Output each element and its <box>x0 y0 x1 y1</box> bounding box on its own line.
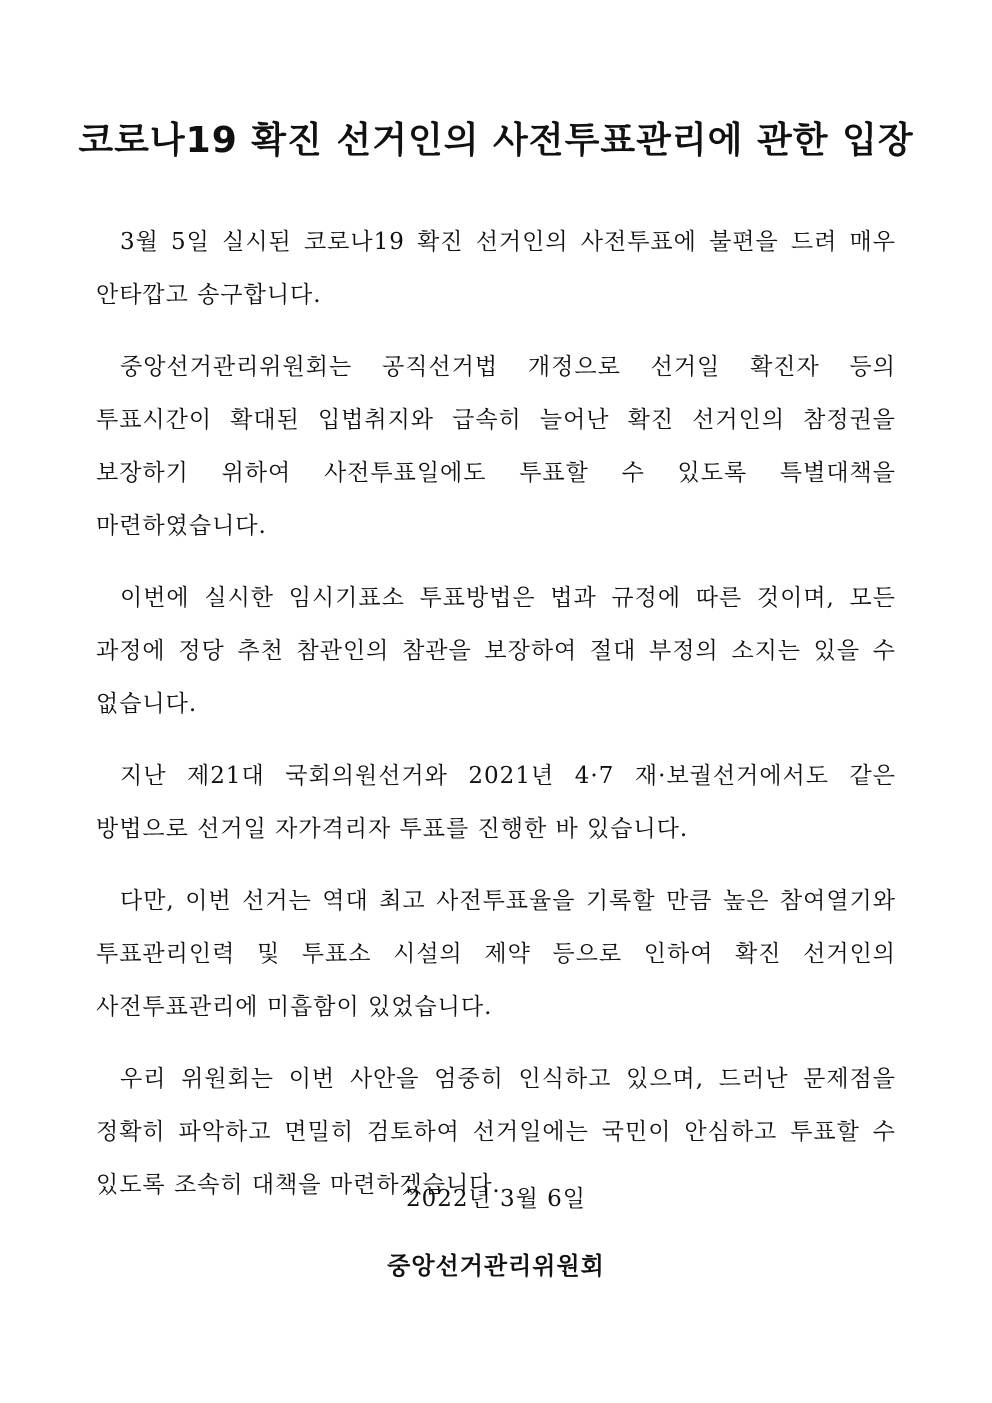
document-title: 코로나19 확진 선거인의 사전투표관리에 관한 입장 <box>78 120 914 161</box>
paragraph: 3월 5일 실시된 코로나19 확진 선거인의 사전투표에 불편을 드려 매우 안타깝고 송구합니다. <box>96 229 896 308</box>
paragraph: 다만, 이번 선거는 역대 최고 사전투표율을 기록할 만큼 높은 참여열기와 투표관리인력 및 투표소 시설의 제약 등으로 인하여 확진 선거인의 사전투표관리에 미흡함이 있었습니다. <box>96 888 896 1020</box>
paragraph: 이번에 실시한 임시기표소 투표방법은 법과 규정에 따른 것이며, 모든 과정에 정당 추천 참관인의 참관을 보장하여 절대 부정의 소지는 있을 수 없습니다. <box>96 585 896 717</box>
document-date: 2022년 3월 6일 <box>405 1186 587 1212</box>
paragraph: 중앙선거관리위원회는 공직선거법 개정으로 선거일 확진자 등의 투표시간이 확대된 입법취지와 급속히 늘어난 확진 선거인의 참정권을 보장하기 위하여 사전투표일에도 투표할 수 있도록 특별대책을 마련하였습니다. <box>96 354 896 539</box>
issuing-organization: 중앙선거관리위원회 <box>387 1251 605 1280</box>
paragraph: 우리 위원회는 이번 사안을 엄중히 인식하고 있으며, 드러난 문제점을 정확히 파악하고 면밀히 검토하여 선거일에는 국민이 안심하고 투표할 수 있도록 조속히 대책을 마련하겠습니다. <box>96 1066 896 1198</box>
document-body <box>96 216 896 1231</box>
paragraph: 지난 제21대 국회의원선거와 2021년 4·7 재·보궐선거에서도 같은 방법으로 선거일 자가격리자 투표를 진행한 바 있습니다. <box>96 763 896 842</box>
